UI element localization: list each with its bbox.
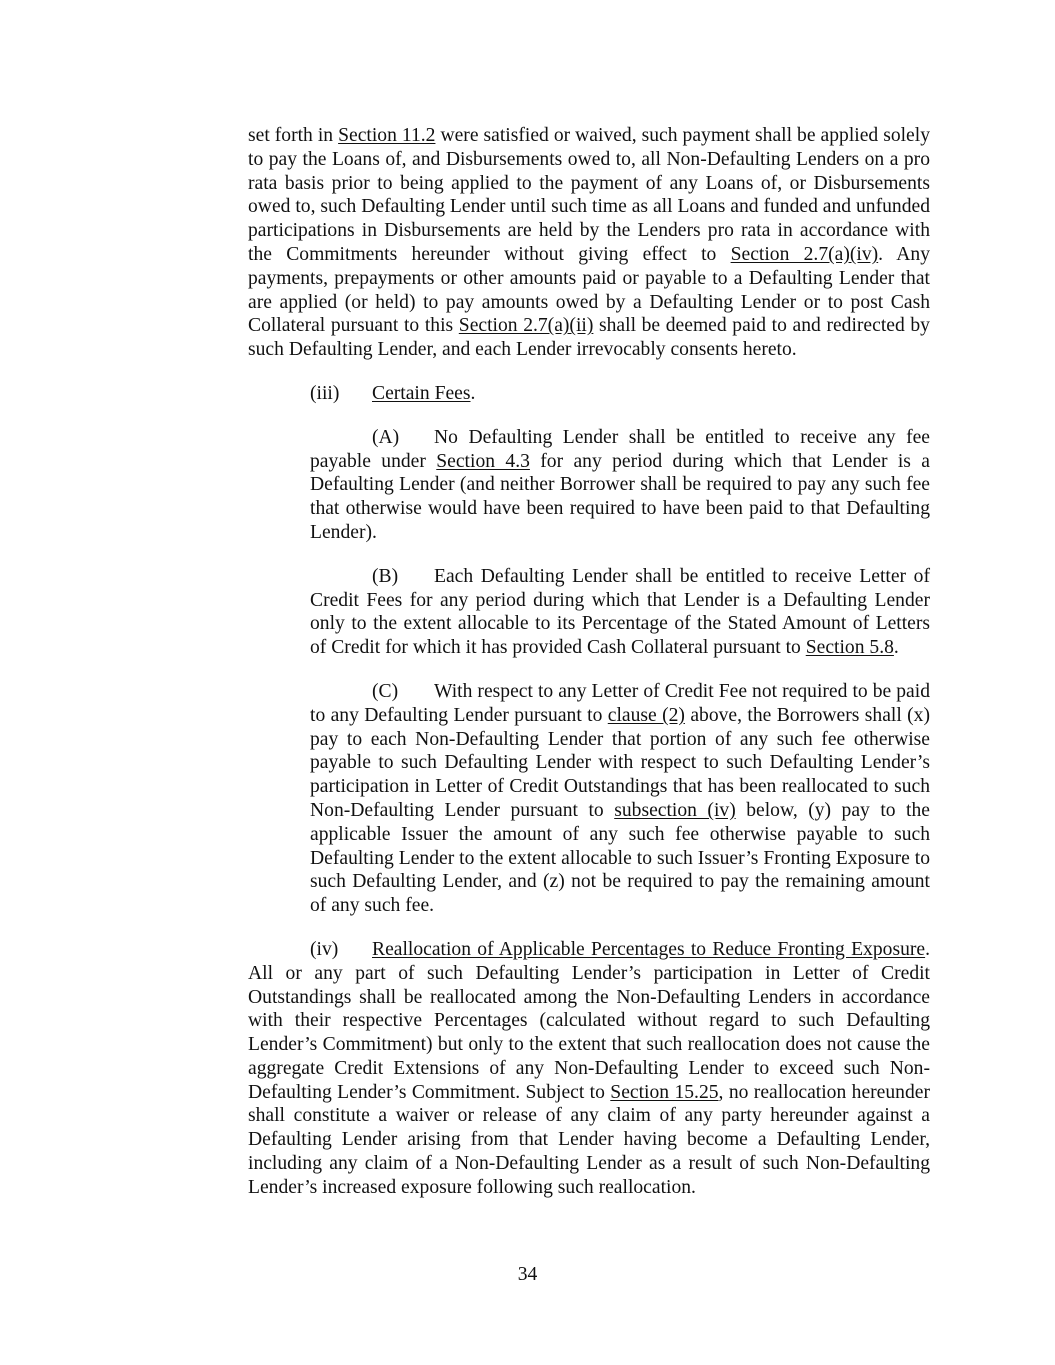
text: shall be deemed paid to and redirected by such Defaulting Lender, and each Lender irrevocably consents hereto. (248, 315, 930, 361)
section-reference-link: Section 2.7(a)(ii) (458, 315, 594, 337)
subsection-number: (C) (372, 680, 399, 702)
text: above, the Borrowers shall (x) pay to each Non-Defaulting Lender that portion of any such fee otherwise payable to such Defaulting Lender with respect to such Defaulting Lender’s participation in Letter of Credit Outstandings that has been reallocated to such Non-Defaulting Lender pursuant to (310, 704, 930, 821)
text: were satisfied or waived, such payment shall be applied solely to pay the Loans of, and Disbursements owed to, all Non-Defaulting Lenders on a pro rata basis prior to being applied to the payment of any Loans of, or Disbursements owed to, such Defaulting Lender until such time as all Loans and funded and unfunded participations in Disbursements are held by the Lenders pro rata in accordance with the Commitments hereunder without giving effect to (248, 125, 930, 265)
text: set forth in (248, 125, 339, 146)
text: . (470, 382, 476, 404)
page-number: 34 (517, 1264, 538, 1285)
section-reference-link: Section 11.2 (338, 125, 436, 146)
section-number: (iv) (310, 938, 339, 960)
section-number: (iii) (310, 382, 340, 404)
text: With respect to any Letter of Credit Fee not required to be paid to any Defaulting Lender pursuant to (310, 680, 930, 726)
subsection-number: (B) (372, 565, 399, 587)
text: , no reallocation hereunder shall constitute a waiver or release of any claim of any party hereunder against a Defaulting Lender arising from that Lender having become a Defaulting Lender, including any claim of a Non-Defaulting Lender as a result of such Non-Defaulting Lender’s increased exposure following such reallocation. (248, 1081, 930, 1198)
section-reference-link: clause (2) (607, 704, 685, 726)
text: . Any payments, prepayments or other amounts paid or payable to a Defaulting Lender that are applied (or held) to pay amounts owed by a Defaulting Lender or to post Cash Collateral pursuant to this (248, 243, 930, 337)
section-reference-link: subsection (iv) (614, 799, 736, 821)
text: Each Defaulting Lender shall be entitled to receive Letter of Credit Fees for any period during which that Lender is a Defaulting Lender only to the extent allocable to its Percentage of the Stated Amount of Letters of Credit for which it has provided Cash Collateral pursuant to (310, 565, 930, 659)
section-title: Reallocation of Applicable Percentages to Reduce Fronting Exposure (372, 938, 926, 960)
subsection-number: (A) (372, 426, 400, 448)
section-iii-heading (248, 382, 930, 406)
subsection-b (310, 565, 930, 660)
text: for any period during which that Lender is a Defaulting Lender (and neither Borrower shall be required to pay any such fee that otherwise would have been required to have been paid to that Defaulting Lender). (310, 450, 930, 543)
section-iv-paragraph (248, 938, 930, 1200)
section-reference-link: Section 4.3 (436, 450, 530, 472)
subsection-c (310, 680, 930, 918)
document-page (248, 124, 930, 1200)
section-reference-link: Section 2.7(a)(iv) (730, 243, 879, 265)
continuation-paragraph (248, 124, 930, 362)
text: . All or any part of such Defaulting Lender’s participation in Letter of Credit Outstandings shall be reallocated among the Non-Defaulting Lenders in accordance with their respective Percentages (calculated without regard to such Defaulting Lender’s Commitment) but only to the extent that such reallocation does not cause the aggregate Credit Extensions of any Non-Defaulting Lender to exceed such Non-Defaulting Lender’s Commitment. Subject to (248, 938, 930, 1103)
section-reference-link: Section 5.8 (805, 637, 894, 659)
text: No Defaulting Lender shall be entitled to receive any fee payable under (310, 426, 930, 472)
text: below, (y) pay to the applicable Issuer the amount of any such fee otherwise payable to such Defaulting Lender to the extent allocable to such Issuer’s Fronting Exposure to such Defaulting Lender, and (z) not be required to pay the remaining amount of any such fee. (310, 799, 930, 917)
text: . (893, 637, 899, 659)
section-title: Certain Fees (372, 382, 471, 404)
subsection-a (310, 426, 930, 545)
section-reference-link: Section 15.25 (610, 1081, 719, 1103)
